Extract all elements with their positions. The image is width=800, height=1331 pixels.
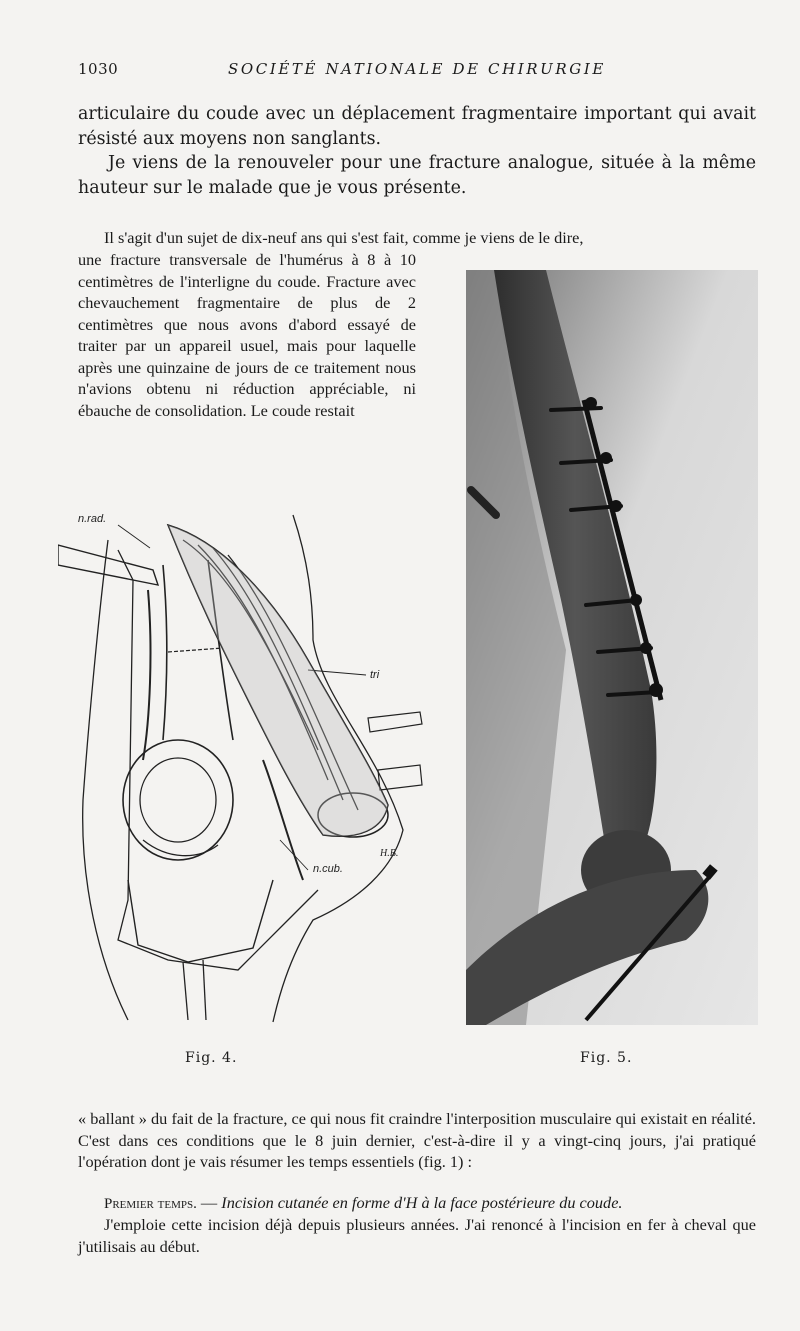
- paragraph-6: J'emploie cette incision déjà depuis plusieurs années. J'ai renoncé à l'incision en fer à cheval que j'utilisais au début.: [78, 1215, 756, 1256]
- figure-4-elbow-dissection: [58, 500, 428, 1025]
- section-heading-premier-temps: Premier temps.: [104, 1196, 197, 1212]
- label-n-cub: n.cub.: [313, 863, 343, 875]
- paragraph-2: Je viens de la renouveler pour une fracture analogue, située à la même hauteur sur le malade que je vous présente.: [78, 153, 756, 198]
- paragraph-3-first-line: Il s'agit d'un sujet de dix-neuf ans qui s'est fait, comme je viens de le dire,: [104, 228, 584, 247]
- figure-5-xray: [466, 270, 758, 1025]
- page-header: [78, 60, 758, 84]
- paragraph-5: [78, 1192, 756, 1216]
- artist-signature: H.B.: [380, 848, 399, 859]
- paragraph-4: « ballant » du fait de la fracture, ce qui nous fit craindre l'interposition musculaire qui existait en réalité. C'est dans ces conditions que le 8 juin dernier, c'est-à-dire il y a vingt-cinq jours, j'ai pratiqué l'opération dont je vais résumer les temps essentiels (fig. 1) :: [78, 1109, 756, 1171]
- label-n-rad: n.rad.: [78, 513, 107, 525]
- page-number: 1030: [78, 60, 119, 78]
- label-tri: tri: [370, 669, 380, 681]
- paragraph-1: articulaire du coude avec un déplacement fragmentaire important qui avait résisté aux moyens non sanglants.: [78, 104, 756, 149]
- figure-4-caption: Fig. 4.: [185, 1050, 238, 1066]
- section-subtitle-incision: Incision cutanée en forme d'H à la face postérieure du coude.: [221, 1193, 623, 1212]
- em-dash: —: [196, 1193, 222, 1212]
- figure-5-caption: Fig. 5.: [580, 1050, 633, 1066]
- running-title: SOCIÉTÉ NATIONALE DE CHIRURGIE: [228, 60, 606, 78]
- paragraph-3-column: une fracture transversale de l'humérus à 8 à 10 centimètres de l'interligne du coude. Fracture avec chevauchement fragmentaire de plus de 2 centimètres que nous avons d'abord essayé de traiter par un appareil usuel, mais pour laquelle après une quinzaine de jours de ce traitement nous n'avions obtenu ni réduction appréciable, ni ébauche de consolidation. Le coude restait: [78, 250, 416, 420]
